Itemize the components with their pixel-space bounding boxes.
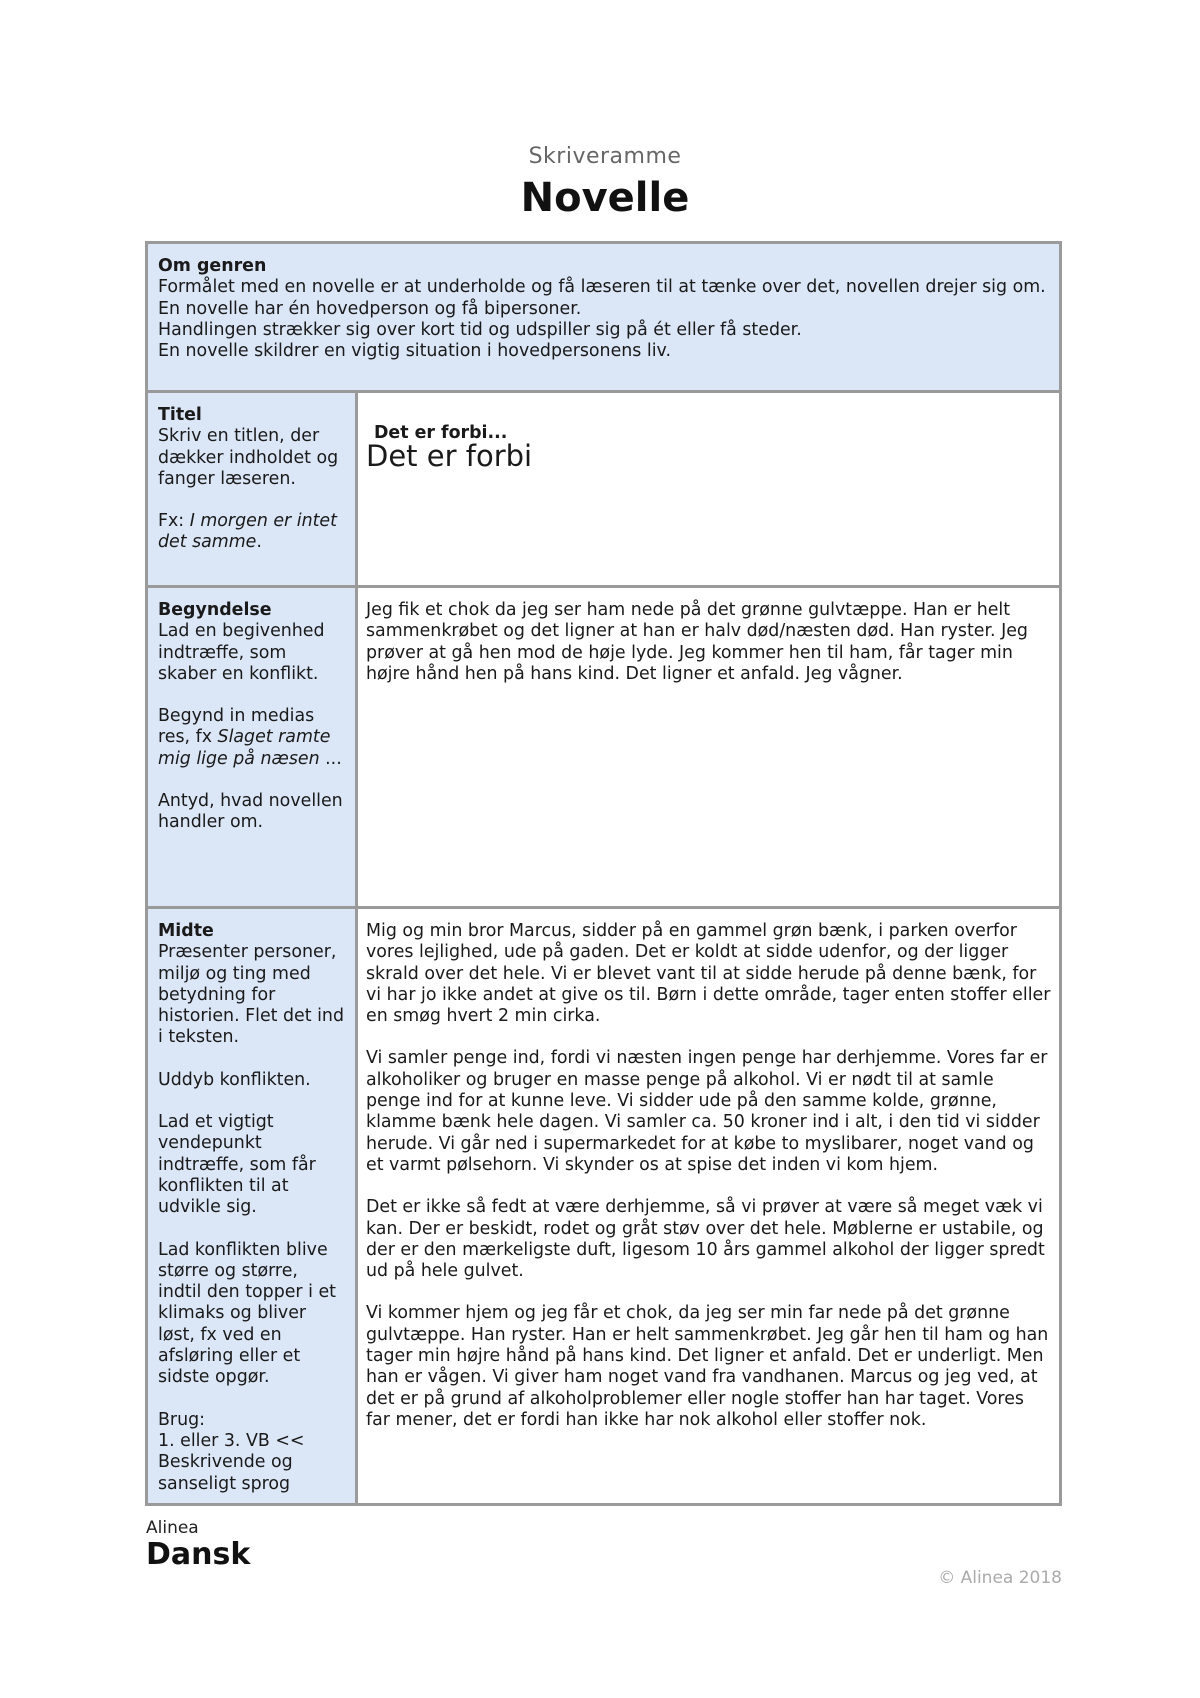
midte-answer-cell[interactable] bbox=[357, 908, 1061, 1505]
writing-frame-table bbox=[145, 241, 1062, 1506]
titel-answer-small: Det er forbi... bbox=[374, 423, 508, 443]
midte-row bbox=[147, 908, 1061, 1505]
titel-heading: Titel bbox=[158, 405, 202, 425]
midte-answer-paragraph: Det er ikke så fedt at være derhjemme, så vi prøver at være så meget væk vi kan. Der er beskidt, rodet og gråt støv over det hele. Møblerne er ustabile, og der er den mærkeligste duft, ligesom 10 års gammel alkohol der ligger spredt ud på hele gulvet. bbox=[366, 1197, 1045, 1282]
midte-brug-line: Beskrivende og sanseligt sprog bbox=[158, 1452, 293, 1494]
alinea-dansk-logo bbox=[146, 1518, 250, 1572]
midte-answer-paragraph: Vi kommer hjem og jeg får et chok, da jeg ser min far nede på det grønne gulvtæppe. Han ryster. Han er helt sammenkrøbet. Jeg går hen til ham og han tager min højre hånd på hans kind. Det ligner et anfald. Det er underligt. Men han er vågen. Vi giver ham noget vand fra vandhanen. Marcus og jeg ved, at det er på grund af alkoholproblemer eller nogle stoffer han har taget. Vores far mener, det er fordi han ikke har nok alkohol eller stoffer nok. bbox=[366, 1303, 1049, 1430]
logo-publisher: Alinea bbox=[146, 1518, 199, 1538]
titel-answer-cell[interactable] bbox=[357, 392, 1061, 587]
titel-guide-text: Skriv en titlen, der dækker indholdet og fanger læseren. bbox=[158, 426, 339, 489]
midte-answer-paragraph: Mig og min bror Marcus, sidder på en gammel grøn bænk, i parken overfor vores lejlighed, ude på gaden. Det er koldt at sidde udenfor, og der ligger skrald over det hele. Vi er blevet vant til at sidde herude på denne bænk, for vi har jo ikke andet at give os til. Børn i dette område, tager enten stoffer eller en smøg hvert 2 min cirka. bbox=[366, 921, 1051, 1027]
midte-guide-text: Uddyb konflikten. bbox=[158, 1069, 311, 1090]
about-heading: Om genren bbox=[158, 256, 267, 276]
midte-guide-text: Lad konflikten blive større og større, indtil den topper i et klimaks og bliver løst, fx ved en afsløring eller et sidste opgør. bbox=[158, 1239, 336, 1388]
titel-guide-cell bbox=[147, 392, 357, 587]
midte-heading: Midte bbox=[158, 921, 214, 941]
titel-answer-big: Det er forbi bbox=[366, 439, 533, 474]
begyndelse-guide-text: Lad en begivenhed indtræffe, som skaber en konflikt. bbox=[158, 621, 325, 684]
begyndelse-guide-cell bbox=[147, 587, 357, 908]
page-subtitle: Skriveramme bbox=[528, 144, 682, 169]
midte-guide-text: Præsenter personer, miljø og ting med betydning for historien. Flet det ind i teksten. bbox=[158, 942, 344, 1048]
about-line: En novelle har én hovedperson og få bipersoner. bbox=[158, 298, 582, 319]
logo-subject: Dansk bbox=[146, 1537, 251, 1572]
about-cell bbox=[147, 243, 1061, 392]
begyndelse-heading: Begyndelse bbox=[158, 600, 272, 620]
begyndelse-guide-text: Antyd, hvad novellen handler om. bbox=[158, 791, 343, 833]
titel-example: Fx: I morgen er intet det samme. bbox=[158, 511, 337, 553]
begyndelse-answer-cell[interactable] bbox=[357, 587, 1061, 908]
midte-answer-paragraph: Vi samler penge ind, fordi vi næsten ingen penge har derhjemme. Vores far er alkoholiker og bruger en masse penge på alkohol. Vi er nødt til at samle penge ind for at kunne leve. Vi sidder ude på den samme kolde, grønne, klamme bænk hele dagen. Vi samler ca. 50 kroner ind i alt, i den tid vi sidder herude. Vi går ned i supermarkedet for at købe to myslibarer, noget vand og et varmt pølsehorn. Vi skynder os at spise det inden vi kom hjem. bbox=[366, 1048, 1048, 1175]
page-header bbox=[0, 144, 1200, 221]
about-line: En novelle skildrer en vigtig situation i hovedpersonens liv. bbox=[158, 341, 672, 362]
midte-brug-line: 1. eller 3. VB << bbox=[158, 1430, 305, 1451]
midte-guide-text: Lad et vigtigt vendepunkt indtræffe, som får konflikten til at udvikle sig. bbox=[158, 1112, 316, 1218]
about-row bbox=[147, 243, 1061, 392]
about-line: Formålet med en novelle er at underholde og få læseren til at tænke over det, novellen drejer sig om. bbox=[158, 277, 1046, 298]
begyndelse-row bbox=[147, 587, 1061, 908]
midte-guide-cell bbox=[147, 908, 357, 1505]
copyright-notice: © Alinea 2018 bbox=[938, 1568, 1062, 1588]
begyndelse-answer-text: Jeg fik et chok da jeg ser ham nede på det grønne gulvtæppe. Han er helt sammenkrøbet og det ligner at han er halv død/næsten død. Han ryster. Jeg prøver at gå hen mod de høje lyde. Jeg kommer hen til ham, får tager min højre hånd hen på hans kind. Det ligner et anfald. Jeg vågner. bbox=[366, 600, 1028, 684]
page-title: Novelle bbox=[520, 175, 690, 221]
midte-brug-heading: Brug: bbox=[158, 1409, 206, 1430]
about-line: Handlingen strækker sig over kort tid og udspiller sig på ét eller få steder. bbox=[158, 319, 802, 340]
begyndelse-guide-text: Begynd in medias res, fx Slaget ramte mig lige på næsen ... bbox=[158, 706, 342, 769]
titel-row bbox=[147, 392, 1061, 587]
